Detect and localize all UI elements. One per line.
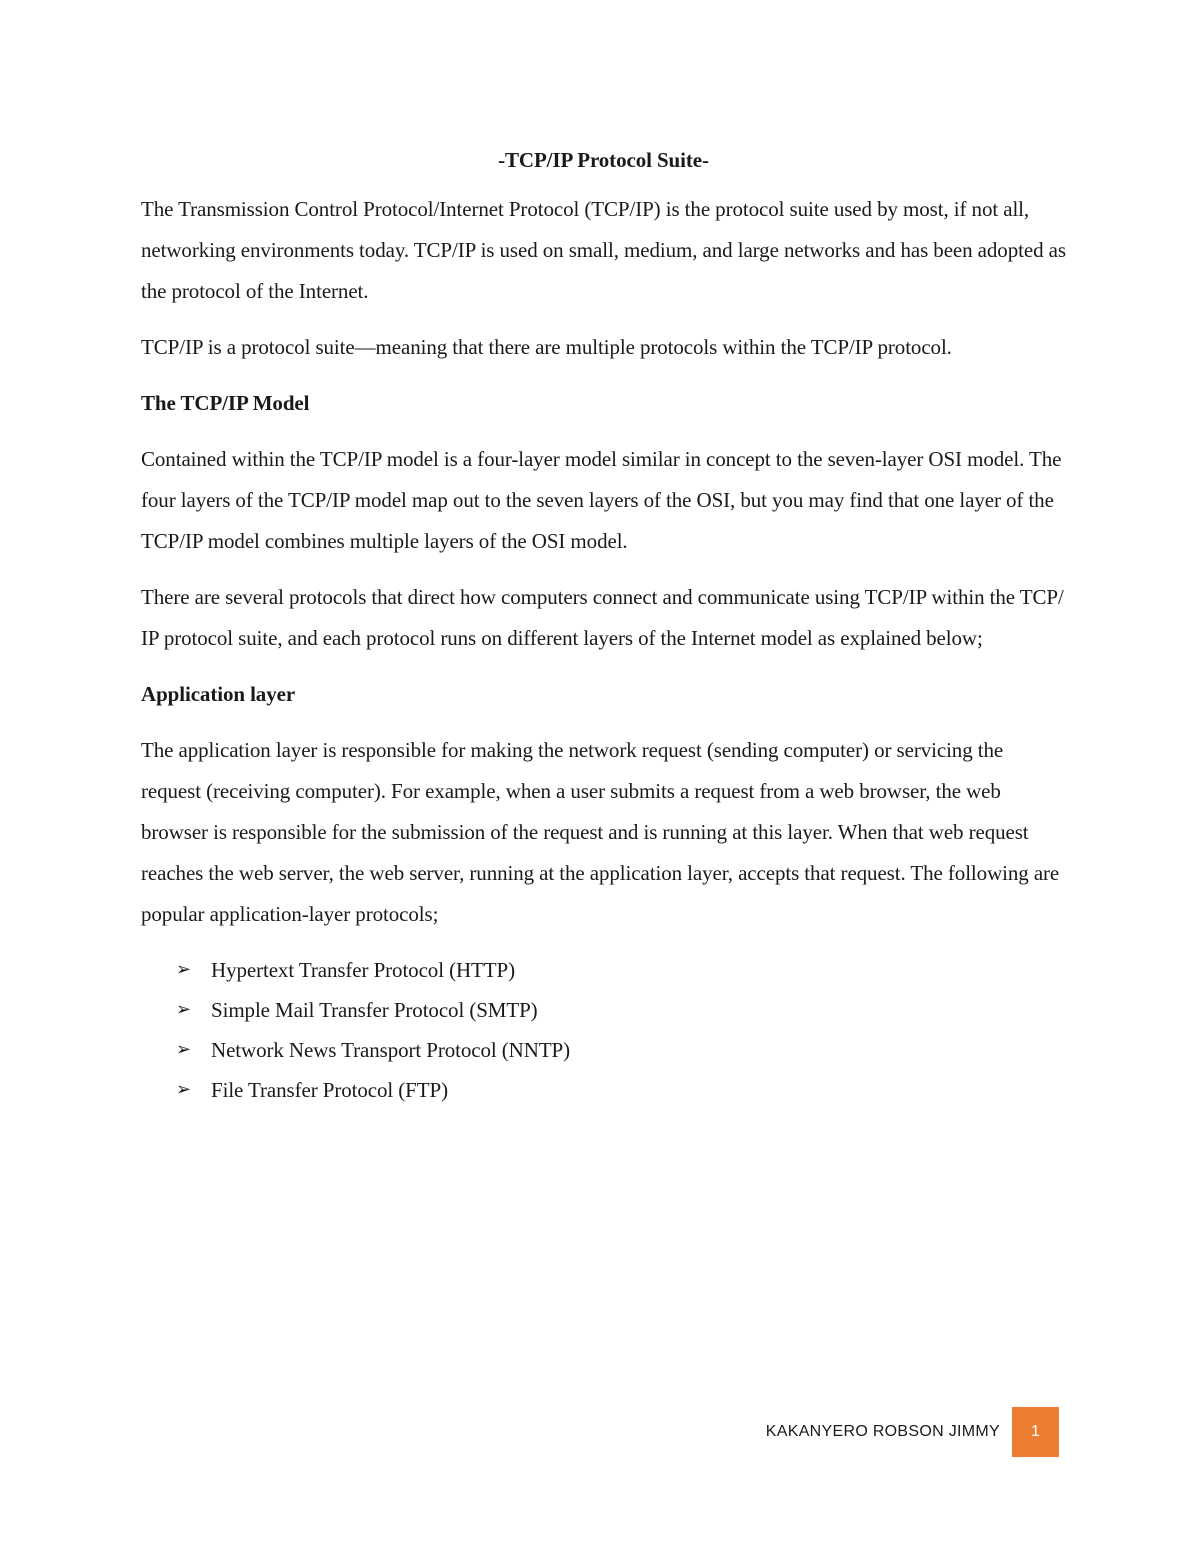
section-heading-application-layer: Application layer bbox=[141, 682, 296, 706]
list-item-text: File Transfer Protocol (FTP) bbox=[211, 1078, 448, 1102]
arrow-bullet-icon: ➢ bbox=[176, 1079, 191, 1100]
arrow-bullet-icon: ➢ bbox=[176, 999, 191, 1020]
list-item-text: Hypertext Transfer Protocol (HTTP) bbox=[211, 958, 515, 982]
page-footer bbox=[766, 1407, 1059, 1457]
list-item bbox=[141, 950, 1066, 990]
section-heading-tcpip-model: The TCP/IP Model bbox=[141, 391, 310, 415]
application-paragraph: The application layer is responsible for making the network request (sending computer) or servicing the request (receiving computer). For example, when a user submits a request from a web browser, the web browser is responsible for the submission of the request and is running at this layer. When that web request reaches the web server, the web server, running at the application layer, accepts that request. The following are popular application-layer protocols; bbox=[141, 738, 1060, 926]
model-paragraph-2: There are several protocols that direct how computers connect and communicate using TCP/IP within the TCP/ IP protocol suite, and each protocol runs on different layers of the Internet model as explained below; bbox=[141, 585, 1064, 650]
arrow-bullet-icon: ➢ bbox=[176, 959, 191, 980]
protocol-list bbox=[141, 950, 1066, 1110]
list-item bbox=[141, 990, 1066, 1030]
footer-author: KAKANYERO ROBSON JIMMY bbox=[765, 1423, 1000, 1440]
intro-paragraph-1: The Transmission Control Protocol/Internet Protocol (TCP/IP) is the protocol suite used by most, if not all, networking environments today. TCP/IP is used on small, medium, and large networks and has been adopted as the protocol of the Internet. bbox=[141, 197, 1066, 303]
list-item-text: Simple Mail Transfer Protocol (SMTP) bbox=[211, 998, 538, 1022]
intro-paragraph-2: TCP/IP is a protocol suite—meaning that there are multiple protocols within the TCP/IP protocol. bbox=[141, 335, 952, 359]
list-item bbox=[141, 1070, 1066, 1110]
page-number-badge: 1 bbox=[1012, 1407, 1059, 1457]
list-item-text: Network News Transport Protocol (NNTP) bbox=[211, 1038, 571, 1062]
document-title: -TCP/IP Protocol Suite- bbox=[498, 148, 709, 172]
list-item bbox=[141, 1030, 1066, 1070]
document-body bbox=[141, 140, 1066, 1110]
arrow-bullet-icon: ➢ bbox=[176, 1039, 191, 1060]
model-paragraph-1: Contained within the TCP/IP model is a four-layer model similar in concept to the seven-layer OSI model. The four layers of the TCP/IP model map out to the seven layers of the OSI, but you may find that one layer of the TCP/IP model combines multiple layers of the OSI model. bbox=[141, 447, 1062, 553]
